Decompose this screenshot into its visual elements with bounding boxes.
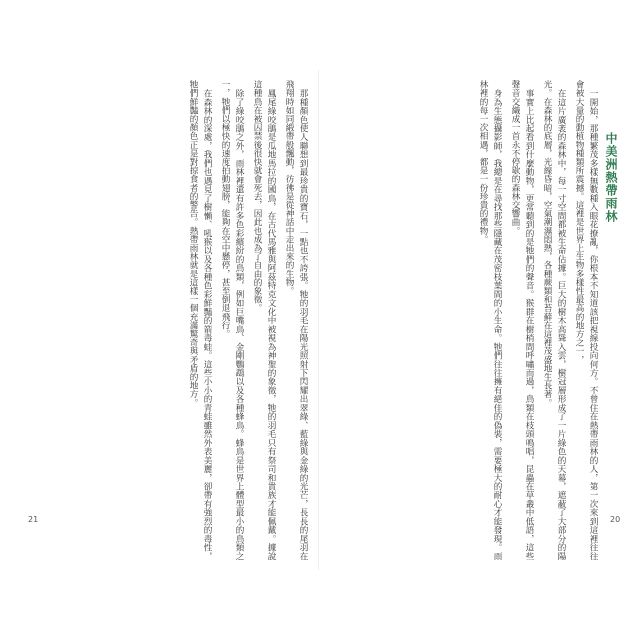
paragraph: 在森林的深處，我們也遇見了樹懶、吼猴以及各種色彩鮮豔的箭毒蛙。這些小小的青蛙雖然外表美麗，卻帶有強烈的毒性，牠們鮮豔的顏色正是對掠食者的警告。熱帶雨林就是這樣一個充滿驚奇與矛盾的地方。 [188, 80, 212, 560]
paragraph: 身為生態攝影師，我總是在尋找那些隱藏在茂密枝葉間的小生命。牠們往往擁有絕佳的偽裝，需要極大的耐心才能發現。雨林裡的每一次相遇，都是一份珍貴的禮物。 [478, 80, 502, 560]
page-number-left: 21 [28, 515, 39, 524]
left-page-body [20, 80, 310, 560]
right-page-body [345, 80, 600, 560]
paragraph: 一開始，那種繁茂多樣無數種入眼花撩亂，你根本不知道該把視線投向何方。不曾住在熱帶雨林的人，第一次來到這裡往往會被大量的動植物種類所震撼。這裡是世界上生物多樣性最高的地方之一， [574, 80, 598, 560]
paragraph: 在這片廣袤的森林中，每一寸空間都被生命佔據。巨大的樹木高聳入雲，樹冠層形成了一片綠色的天幕，遮蔽了大部分的陽光。在森林的底層，光線昏暗，空氣潮濕悶熱，各種蕨類和苔蘚在這裡茂盛地生長著。 [542, 80, 566, 560]
page-gutter [318, 70, 319, 570]
paragraph: 事實上比起看到什麼動物，更常聽到的是牠們的聲音。猴群在樹梢間呼嘯而過，鳥類在枝頭鳴唱，昆蟲在草叢中低語，這些聲音交織成一首永不停歇的森林交響曲。 [510, 80, 534, 560]
page-number-right: 20 [610, 515, 621, 524]
paragraph: 那種顏色使人聯想到最珍貴的寶石，一點也不誇張。牠的羽毛在陽光照射下閃耀出翠綠、藍綠與金綠的光芒，長長的尾羽在飛翔時如同緞帶般飄動，彷彿是從神話中走出來的生物。 [284, 80, 308, 560]
section-heading: 中美洲熱帶雨林 [604, 132, 618, 223]
paragraph: 除了綠咬鵑之外，雨林裡還有許多色彩繽紛的鳥類，例如巨嘴鳥、金剛鸚鵡以及各種蜂鳥。蜂鳥是世界上體型最小的鳥類之一，牠們以極快的速度拍動翅膀，能夠在空中懸停，甚至倒退飛行。 [220, 80, 244, 560]
paragraph: 鳳尾綠咬鵑是瓜地馬拉的國鳥，在古代馬雅與阿茲特克文化中被視為神聖的象徵，牠的羽毛只有祭司和貴族才能佩戴。據說這種鳥在被囚禁後很快就會死去，因此也成為了自由的象徵。 [252, 80, 276, 560]
left-page [20, 80, 310, 560]
right-page [330, 80, 620, 560]
